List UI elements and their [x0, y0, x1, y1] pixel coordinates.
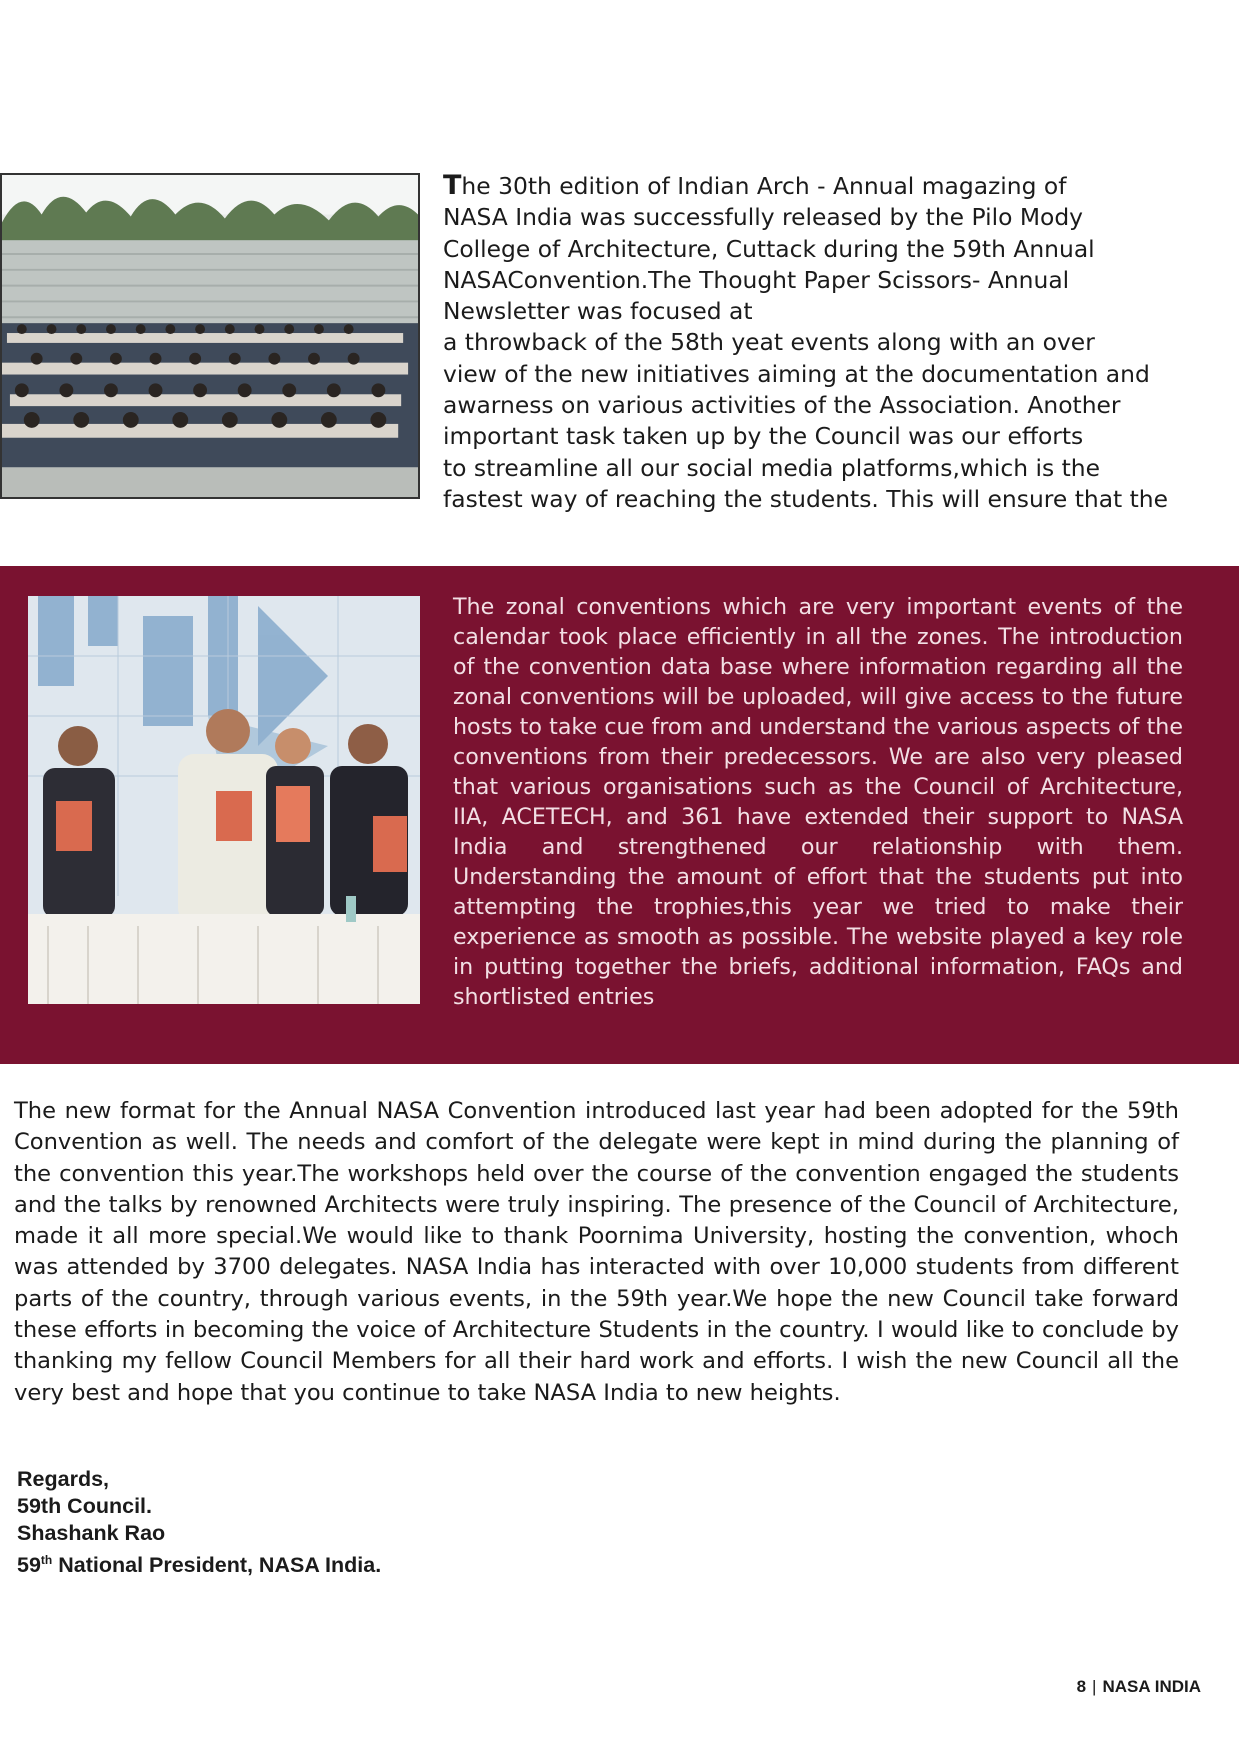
signature-block — [17, 1466, 381, 1579]
council-line: 59th Council. — [17, 1494, 152, 1518]
footer-separator: | — [1092, 1677, 1097, 1696]
intro-paragraph — [443, 170, 1183, 515]
publication-name: NASA INDIA — [1102, 1677, 1201, 1696]
signatory-title: 59th National President, NASA India. — [17, 1553, 382, 1578]
magazine-release-photo — [28, 596, 420, 1004]
closing-paragraph: The new format for the Annual NASA Convention introduced last year had been adopted for the 59th Convention as well. The needs and comfort of the delegate were kept in mind during the planning of the convention this year.The workshops held over the course of the convention engaged the students and the talks by renowned Architects were truly inspiring. The presence of the Council of Architecture, made it all more special.We would like to thank Poornima University, hosting the convention, whoch was attended by 3700 delegates. NASA India has interacted with over 10,000 students from different parts of the country, through various events, in the 59th year.We hope the new Council take forward these efforts in becoming the voice of Architecture Students in the country. I would like to conclude by thanking my fellow Council Members for all their hard work and efforts. I wish the new Council all the very best and hope that you continue to take NASA India to new heights. — [14, 1098, 1179, 1406]
intro-dropcap: T — [443, 170, 462, 201]
page-footer — [1077, 1677, 1201, 1697]
signatory-name: Shashank Rao — [17, 1521, 166, 1545]
regards-line: Regards, — [17, 1467, 110, 1491]
page-number: 8 — [1076, 1677, 1087, 1696]
zonal-paragraph: The zonal conventions which are very important events of the calendar took place efficiently in all the zones. The introduction of the convention data base where information regarding all the zonal conventions will be uploaded, will give access to the future hosts to take cue from and understand the various aspects of the conventions from their predecessors. We are also very pleased that various organisations such as the Council of Architecture, IIA, ACETECH, and 361 have extended their support to NASA India and strengthened our relationship with them. Understanding the amount of effort that the students put into attempting the trophies,this year we tried to make their experience as smooth as possible. The website played a key role in putting together the briefs, additional information, FAQs and shortlisted entries — [453, 594, 1183, 1010]
intro-text: he 30th edition of Indian Arch - Annual magazing of NASA India was successfully released by the Pilo Mody College of Architecture, Cuttack during the 59th Annual NASAConvention.The Thought Paper Scissors- Annual Newsletter was focused at a throwback of the 58th yeat events along with an over view of the new initiatives aiming at the documentation and awarness on various activities of the Association. Another important task taken up by the Council was our efforts to streamline all our social media platforms,which is the fastest way of reaching the students. This will ensure that the — [443, 172, 1169, 513]
group-photo — [0, 173, 420, 499]
